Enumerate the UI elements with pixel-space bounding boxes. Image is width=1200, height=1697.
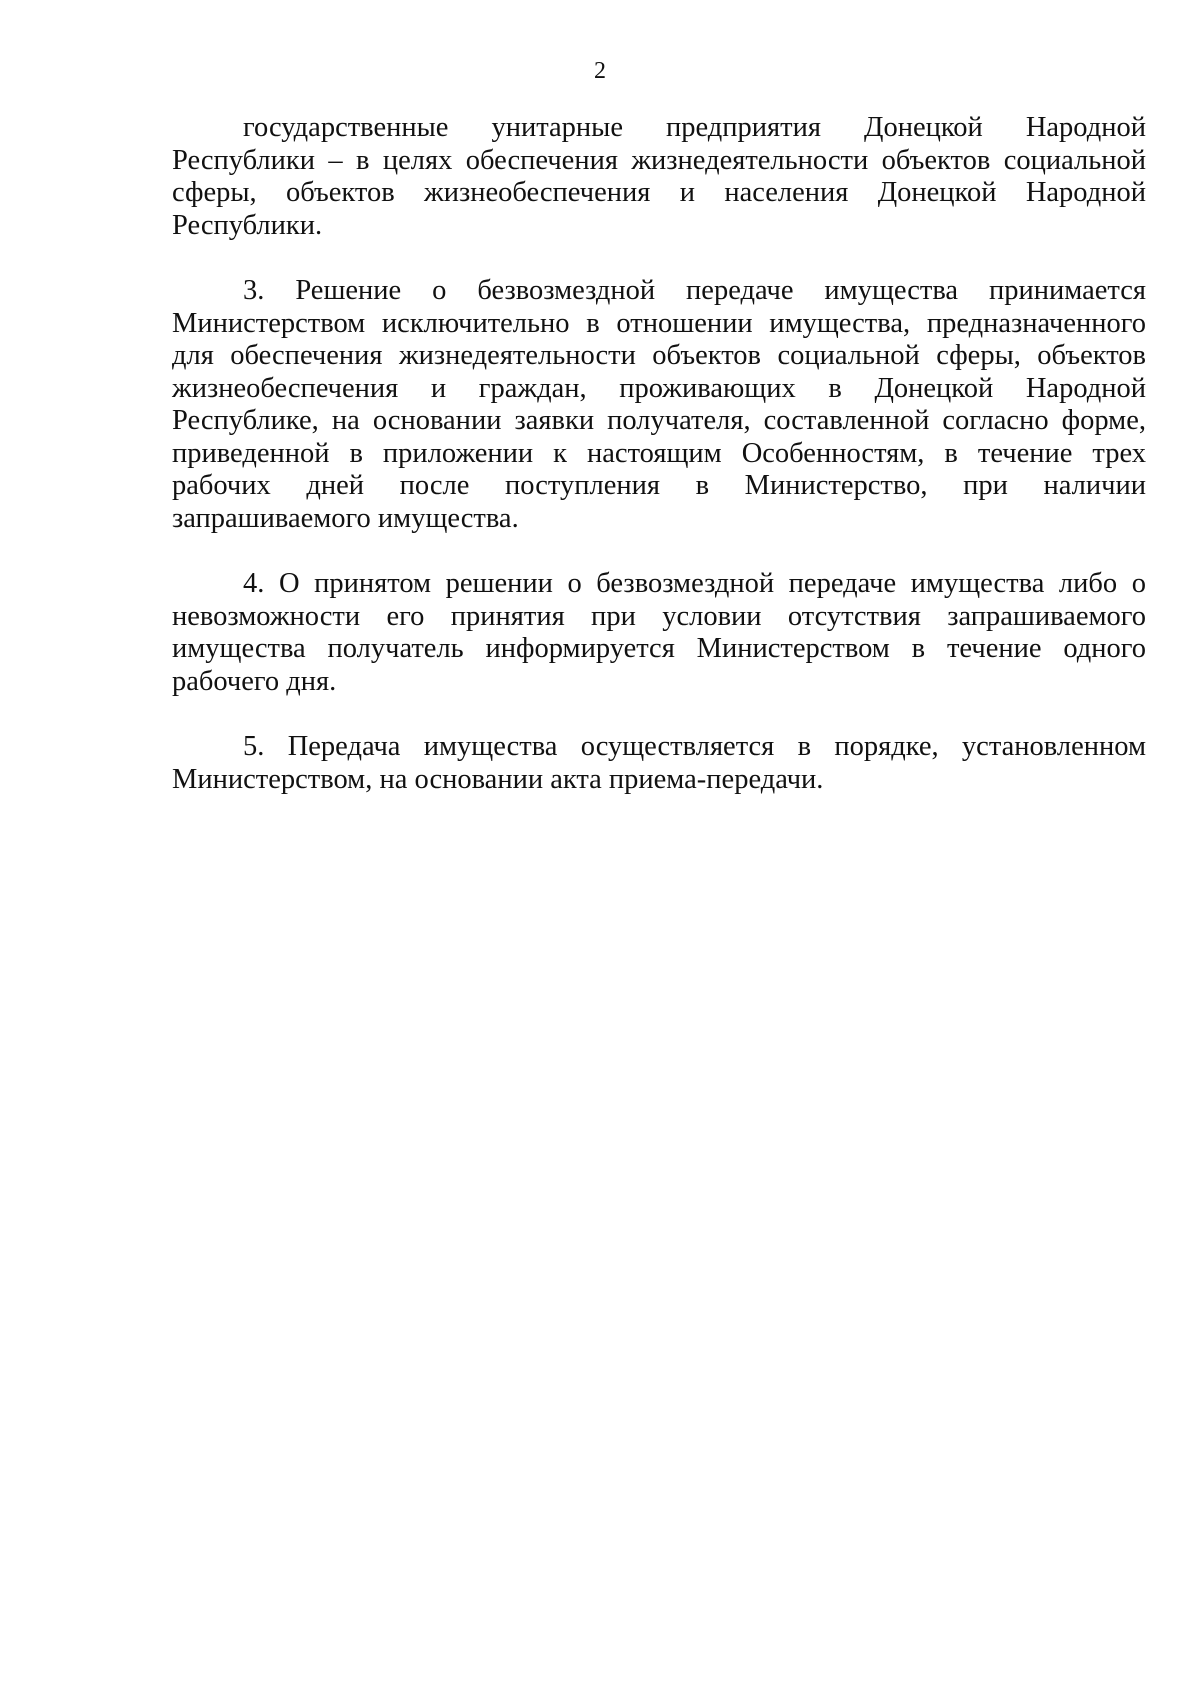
paragraph-continuation: государственные унитарные предприятия Донецкой Народной Республики – в целях обеспечения жизнедеятельности объектов социальной сферы, объектов жизнеобеспечения и населения Донецкой Народной Республики. (172, 112, 1146, 241)
document-body (172, 112, 1146, 829)
paragraph-item-5: 5. Передача имущества осуществляется в порядке, установленном Министерством, на основании акта приема-передачи. (172, 731, 1146, 795)
page-number: 2 (594, 58, 606, 84)
paragraph-item-4: 4. О принятом решении о безвозмездной передаче имущества либо о невозможности его принятия при условии отсутствия запрашиваемого имущества получатель информируется Министерством в течение одного рабочего дня. (172, 568, 1146, 697)
paragraph-item-3: 3. Решение о безвозмездной передаче имущества принимается Министерством исключительно в отношении имущества, предназначенного для обеспечения жизнедеятельности объектов социальной сферы, объектов жизнеобеспечения и граждан, проживающих в Донецкой Народной Республике, на основании заявки получателя, составленной согласно форме, приведенной в приложении к настоящим Особенностям, в течение трех рабочих дней после поступления в Министерство, при наличии запрашиваемого имущества. (172, 275, 1146, 534)
